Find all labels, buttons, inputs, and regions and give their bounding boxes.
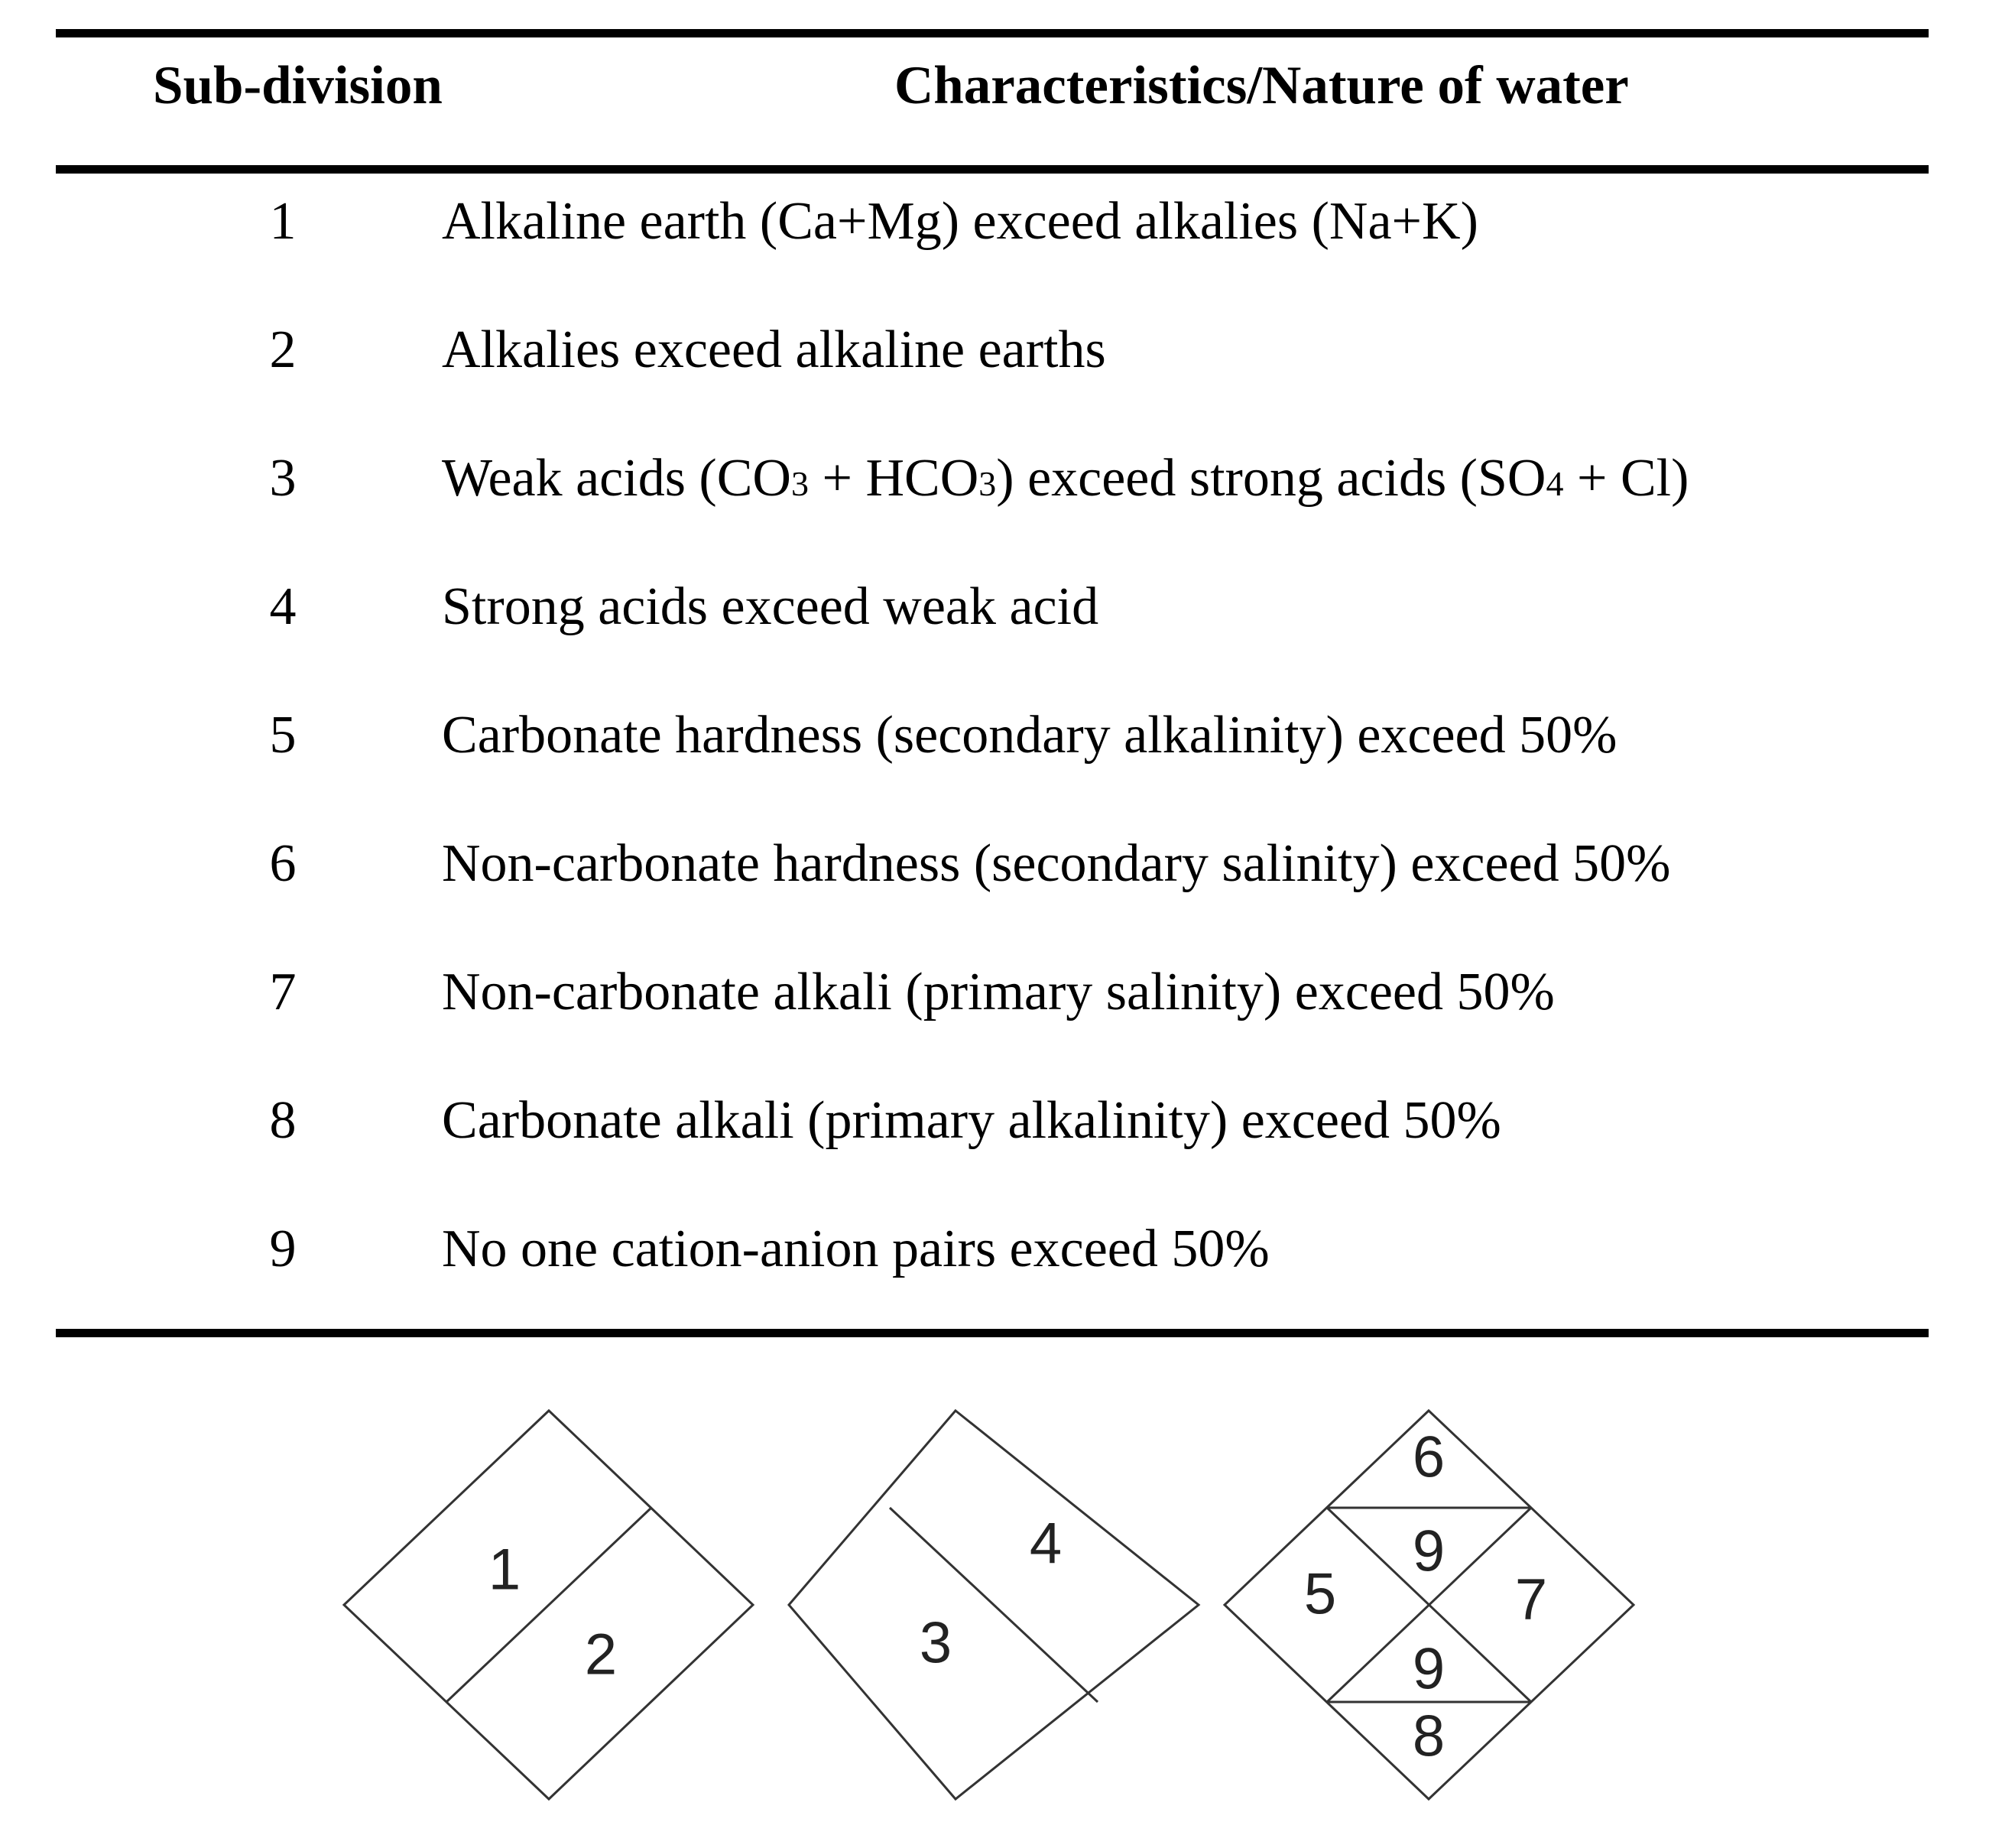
diamond-1-divider — [446, 1508, 651, 1702]
diamond-3-label-top: 6 — [1412, 1424, 1446, 1490]
description-text: Carbonate alkali (primary alkalinity) exceed 50% — [442, 1091, 1501, 1150]
row-number: 6 — [269, 834, 297, 893]
description-text: Alkaline earth (Ca+Mg) exceed alkalies (Na+K) — [442, 192, 1478, 251]
row-description — [442, 818, 1670, 910]
diamond-3-label-right: 7 — [1514, 1567, 1548, 1632]
row-number: 9 — [269, 1220, 297, 1278]
diamond-3-label-mid-upper: 9 — [1412, 1518, 1446, 1584]
table-row — [0, 433, 1989, 525]
description-text: ) exceed strong acids (SO — [996, 449, 1546, 508]
subscript-text: 3 — [790, 464, 809, 503]
diamond-3-label-mid-lower: 9 — [1412, 1636, 1446, 1702]
row-number: 5 — [269, 706, 297, 765]
description-text: Alkalies exceed alkaline earths — [442, 320, 1106, 379]
subdivision-diagrams — [0, 1376, 1989, 1835]
diamond-2-label-b: 4 — [1029, 1511, 1063, 1577]
description-text: Weak acids (CO — [442, 449, 791, 508]
table-bottom-rule — [56, 1329, 1929, 1337]
row-description — [442, 1075, 1501, 1167]
row-description — [442, 433, 1689, 530]
row-description — [442, 690, 1617, 781]
diamond-3-label-bottom: 8 — [1412, 1703, 1446, 1769]
row-number: 1 — [269, 192, 297, 251]
table-row — [0, 176, 1989, 268]
description-text: No one cation-anion pairs exceed 50% — [442, 1220, 1270, 1278]
row-number: 4 — [269, 577, 297, 636]
row-description — [442, 1203, 1270, 1295]
header-bottom-rule — [56, 165, 1929, 174]
table-top-rule — [56, 29, 1929, 37]
table-row — [0, 561, 1989, 653]
row-description — [442, 947, 1555, 1038]
row-description — [442, 176, 1478, 268]
diamond-2-label-a: 3 — [919, 1610, 952, 1676]
subscript-text: 4 — [1546, 464, 1564, 503]
diamond-3-label-left: 5 — [1303, 1561, 1337, 1627]
description-text: + Cl) — [1563, 449, 1689, 508]
table-row — [0, 304, 1989, 396]
description-text: + HCO — [808, 449, 979, 508]
description-text: Strong acids exceed weak acid — [442, 577, 1099, 636]
table-row — [0, 818, 1989, 910]
table-row — [0, 1075, 1989, 1167]
header-subdivision: Sub-division — [153, 56, 443, 115]
description-text: Non-carbonate hardness (secondary salinity) exceed 50% — [442, 834, 1671, 893]
row-number: 8 — [269, 1091, 297, 1150]
description-text: Carbonate hardness (secondary alkalinity) exceed 50% — [442, 706, 1617, 765]
subscript-text: 3 — [978, 464, 997, 503]
description-text: Non-carbonate alkali (primary salinity) exceed 50% — [442, 963, 1555, 1021]
diamond-1-label-b: 2 — [584, 1622, 618, 1687]
diamond-1-label-a: 1 — [488, 1537, 521, 1603]
row-description — [442, 561, 1098, 653]
row-number: 7 — [269, 963, 297, 1021]
table-row — [0, 1203, 1989, 1295]
row-description — [442, 304, 1106, 396]
row-number: 2 — [269, 320, 297, 379]
table-row — [0, 690, 1989, 781]
row-number: 3 — [269, 449, 297, 508]
table-row — [0, 947, 1989, 1038]
header-characteristics: Characteristics/Nature of water — [894, 56, 1629, 115]
